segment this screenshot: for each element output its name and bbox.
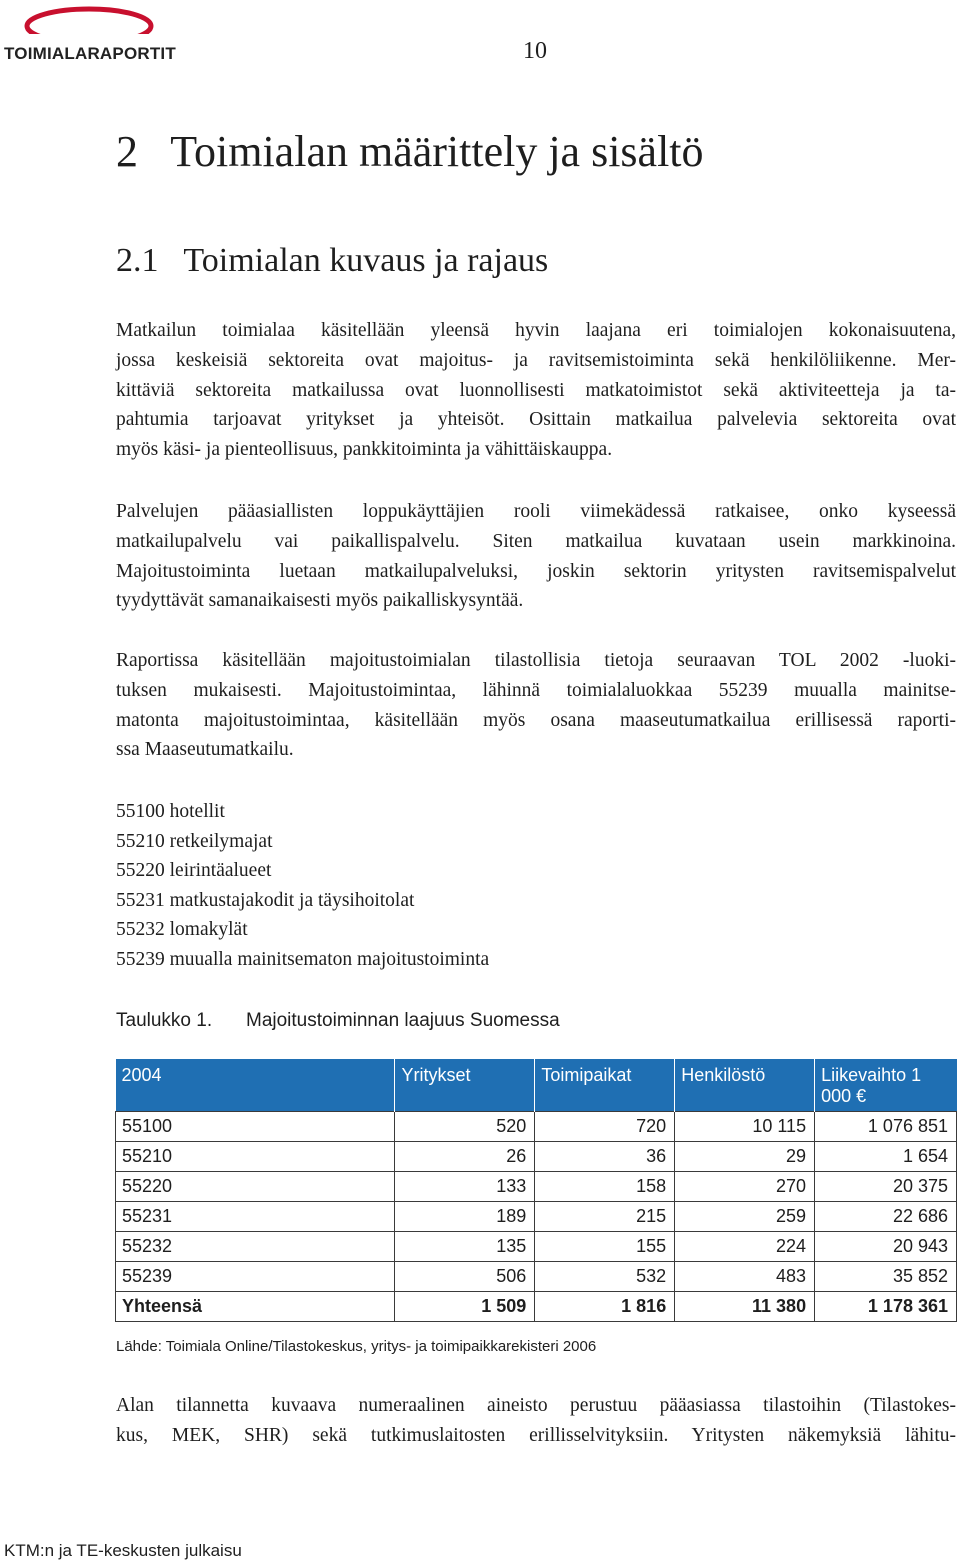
table-cell: 22 686 (815, 1202, 957, 1232)
paragraph-line: matonta majoitustoimintaa, käsitellään myös osana maaseutumatkailua erillisessä raporti- (116, 709, 956, 731)
table-cell: 720 (535, 1112, 675, 1142)
logo-text: TOIMIALARAPORTIT (4, 44, 176, 63)
paragraph-1 (116, 316, 956, 465)
section-title: 2.1 Toimialan kuvaus ja rajaus (116, 242, 549, 279)
table-cell: 11 380 (675, 1292, 815, 1322)
table-total-row (116, 1292, 957, 1322)
table-cell: 55220 (116, 1172, 395, 1202)
table-caption (116, 1010, 560, 1032)
table-cell: 483 (675, 1262, 815, 1292)
table-cell: 133 (395, 1172, 535, 1202)
table-header-row (116, 1059, 957, 1112)
list-item: 55232 lomakylät (116, 919, 248, 941)
table-cell: 215 (535, 1202, 675, 1232)
list-item: 55220 leirintäalueet (116, 860, 272, 882)
column-header: Liikevaihto 1 000 € (815, 1059, 957, 1112)
paragraph-line: matkailupalvelu vai paikallispalvelu. Siten matkailua kuvataan usein markkinoina. (116, 530, 956, 552)
closing-paragraph (116, 1391, 956, 1451)
logo-swoosh-icon (24, 4, 154, 46)
paragraph-line: tyydyttävät samanaikaisesti myös paikalliskysyntää. (116, 590, 524, 612)
table-caption-title: Majoitustoiminnan laajuus Suomessa (246, 1010, 560, 1031)
table-cell: 55232 (116, 1232, 395, 1262)
table-row (116, 1232, 957, 1262)
table-cell: 29 (675, 1142, 815, 1172)
paragraph-line: Matkailun toimialaa käsitellään yleensä hyvin laajana eri toimialojen kokonaisuutena, (116, 320, 956, 341)
table-cell: 1 076 851 (815, 1112, 957, 1142)
paragraph-line: Alan tilannetta kuvaava numeraalinen aineisto perustuu pääasiassa tilastoihin (Tilastokes- (116, 1395, 956, 1416)
table-source-note: Lähde: Toimiala Online/Tilastokeskus, yritys- ja toimipaikkarekisteri 2006 (116, 1338, 597, 1355)
paragraph-line: jossa keskeisiä sektoreita ovat majoitus- ja ravitsemistoiminta sekä henkilöliikenne. Mer- (116, 349, 956, 371)
list-item: 55231 matkustajakodit ja täysihoitolat (116, 889, 415, 911)
table-cell: 1 178 361 (815, 1292, 957, 1322)
table-cell: 135 (395, 1232, 535, 1262)
table-cell: 20 943 (815, 1232, 957, 1262)
column-header: Yritykset (395, 1059, 535, 1112)
paragraph-2 (116, 497, 956, 616)
table-cell: 532 (535, 1262, 675, 1292)
table-row (116, 1262, 957, 1292)
chapter-title: 2 Toimialan määrittely ja sisältö (116, 127, 704, 176)
paragraph-line: ssa Maaseutumatkailu. (116, 739, 294, 761)
table-row (116, 1172, 957, 1202)
table-cell: 506 (395, 1262, 535, 1292)
column-header: 2004 (116, 1059, 395, 1112)
table-row (116, 1142, 957, 1172)
industry-code-list (116, 797, 489, 975)
table-cell: 26 (395, 1142, 535, 1172)
table-cell: 270 (675, 1172, 815, 1202)
table-cell: 1 654 (815, 1142, 957, 1172)
paragraph-line: myös käsi- ja pienteollisuus, pankkitoiminta ja vähittäiskauppa. (116, 439, 613, 461)
table-row (116, 1112, 957, 1142)
table-caption-label: Taulukko 1. (116, 1010, 213, 1031)
table-cell: 189 (395, 1202, 535, 1232)
column-header: Toimipaikat (535, 1059, 675, 1112)
table-cell: 259 (675, 1202, 815, 1232)
list-item: 55239 muualla mainitsematon majoitustoiminta (116, 948, 490, 970)
table-cell: 55239 (116, 1262, 395, 1292)
table-cell: 224 (675, 1232, 815, 1262)
paragraph-line: kittäviä sektoreita matkailussa ovat luonnollisesti matkatoimistot sekä aktiviteetteja ja ta- (116, 379, 956, 401)
table-cell: 158 (535, 1172, 675, 1202)
paragraph-line: pahtumia tarjoavat yritykset ja yhteisöt. Osittain matkailua palvelevia sektoreita ovat (116, 409, 956, 431)
table-cell: 35 852 (815, 1262, 957, 1292)
paragraph-line: Majoitustoiminta luetaan matkailupalveluksi, joskin sektorin yritysten ravitsemispalvelut (116, 560, 956, 582)
list-item: 55210 retkeilymajat (116, 830, 273, 852)
table-cell: 10 115 (675, 1112, 815, 1142)
paragraph-3 (116, 646, 956, 765)
footer-publisher: KTM:n ja TE-keskusten julkaisu (4, 1541, 242, 1560)
paragraph-line: Palvelujen pääasiallisten loppukäyttäjien rooli viimekädessä ratkaisee, onko kyseessä (116, 501, 956, 522)
column-header: Henkilöstö (675, 1059, 815, 1112)
table-cell: 55231 (116, 1202, 395, 1232)
table-cell: 55210 (116, 1142, 395, 1172)
table-cell: 1 816 (535, 1292, 675, 1322)
table-cell: 55100 (116, 1112, 395, 1142)
table-cell: 36 (535, 1142, 675, 1172)
page-number: 10 (523, 38, 547, 64)
paragraph-line: Raportissa käsitellään majoitustoimialan tilastollisia tietoja seuraavan TOL 2002 -luoki- (116, 650, 956, 671)
table-cell: 520 (395, 1112, 535, 1142)
paragraph-line: tuksen mukaisesti. Majoitustoimintaa, lähinnä toimialaluokkaa 55239 muualla mainitse- (116, 679, 956, 701)
table-cell: 20 375 (815, 1172, 957, 1202)
paragraph-line: kus, MEK, SHR) sekä tutkimuslaitosten erillisselvityksiin. Yritysten näkemyksiä lähitu- (116, 1424, 956, 1446)
publisher-logo (4, 4, 174, 62)
list-item: 55100 hotellit (116, 801, 225, 822)
table-cell: 1 509 (395, 1292, 535, 1322)
accommodation-stats-table (115, 1059, 957, 1322)
table-cell: 155 (535, 1232, 675, 1262)
table-cell: Yhteensä (116, 1292, 395, 1322)
table-row (116, 1202, 957, 1232)
